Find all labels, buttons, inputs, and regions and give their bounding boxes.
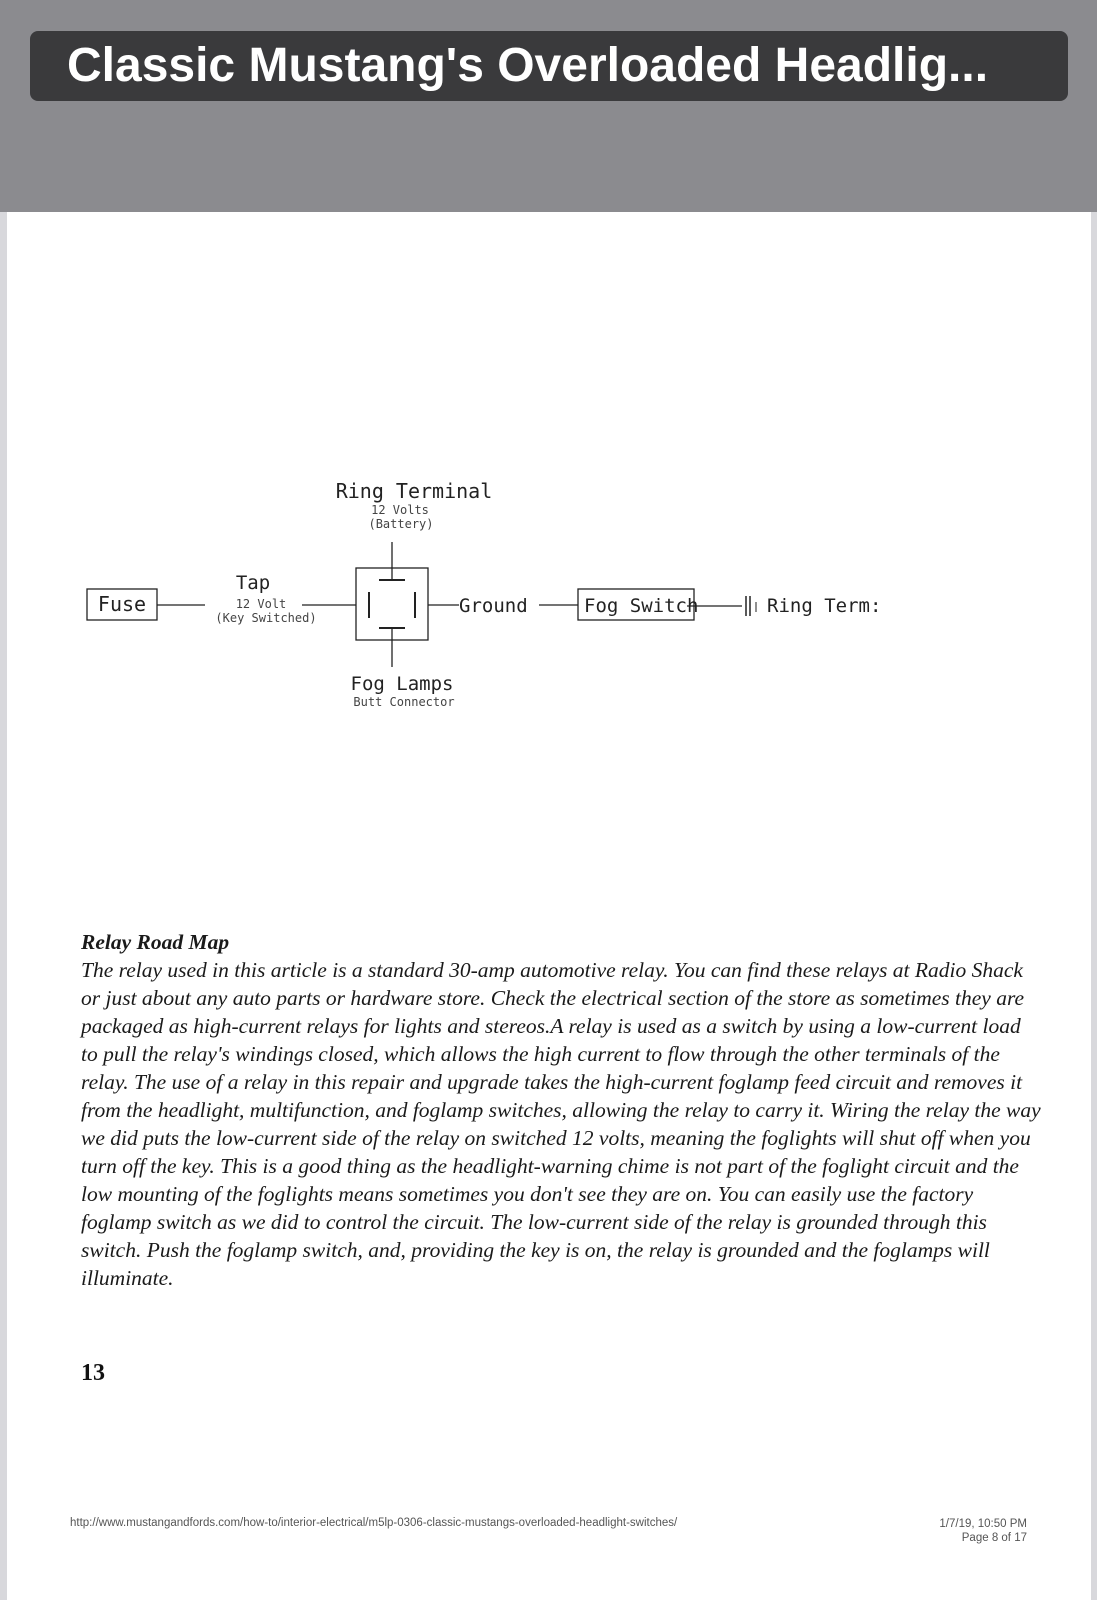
footer-url: http://www.mustangandfords.com/how-to/interior-electrical/m5lp-0306-classic-mustangs-overloaded-headlight-switches/ <box>70 1517 678 1529</box>
fog-switch-label: Fog Switch <box>584 595 699 617</box>
tap-label: Tap <box>235 572 271 594</box>
page-number: 13 <box>81 1360 105 1386</box>
article-heading: Relay Road Map <box>81 930 230 954</box>
fuse-label: Fuse <box>97 592 147 616</box>
ring-terminal-label: Ring Terminal <box>335 479 493 503</box>
footer-datetime: 1/7/19, 10:50 PM <box>939 1518 1027 1530</box>
fog-lamps-label: Fog Lamps <box>350 673 454 695</box>
tap-key-switched: (Key Switched) <box>215 611 317 625</box>
article-body: The relay used in this article is a standard 30-amp automotive relay. You can find these relays at Radio Shack or just about any auto parts or hardware store. Check the electrical section of the store as sometimes they are packaged as high-current relays for lights and stereos.A relay is used as a switch by using a low-current load to pull the relay's windings closed, which allows the high current to flow through the other terminals of the relay. The use of a relay in this repair and upgrade takes the high-current foglamp feed circuit and removes it from the headlight, multifunction, and foglamp switches, allowing the relay to carry it. Wiring the relay the way we did puts the low-current side of the relay on switched 12 volts, meaning the foglights will shut off when you turn off the key. This is a good thing as the headlight-warning chime is not part of the foglight circuit and the low mounting of the foglights means sometimes you don't see they are on. You can easily use the factory foglamp switch as we did to control the circuit. The low-current side of the relay is grounded through this switch. Push the foglamp switch, and, providing the key is on, the relay is grounded and the foglamps will illuminate. <box>81 958 1041 1290</box>
footer-page-of: Page 8 of 17 <box>961 1532 1027 1544</box>
document-page[interactable] <box>7 212 1091 1600</box>
document-title-bar <box>30 31 1068 101</box>
left-page-edge <box>0 212 7 1600</box>
relay-wiring-diagram <box>7 212 1091 732</box>
fog-lamps-butt-connector: Butt Connector <box>353 695 455 709</box>
document-title: Classic Mustang's Overloaded Headlig... <box>67 39 989 92</box>
right-page-edge <box>1091 212 1097 1600</box>
ground-label: Ground <box>459 595 528 617</box>
ring-terminal-volts: 12 Volts <box>371 503 429 517</box>
ring-term-label: Ring Term: <box>767 595 882 617</box>
tap-volt: 12 Volt <box>235 597 287 611</box>
ring-terminal-battery: (Battery) <box>368 517 434 531</box>
footer-meta <box>939 1517 1027 1545</box>
article-section <box>81 928 1041 1292</box>
